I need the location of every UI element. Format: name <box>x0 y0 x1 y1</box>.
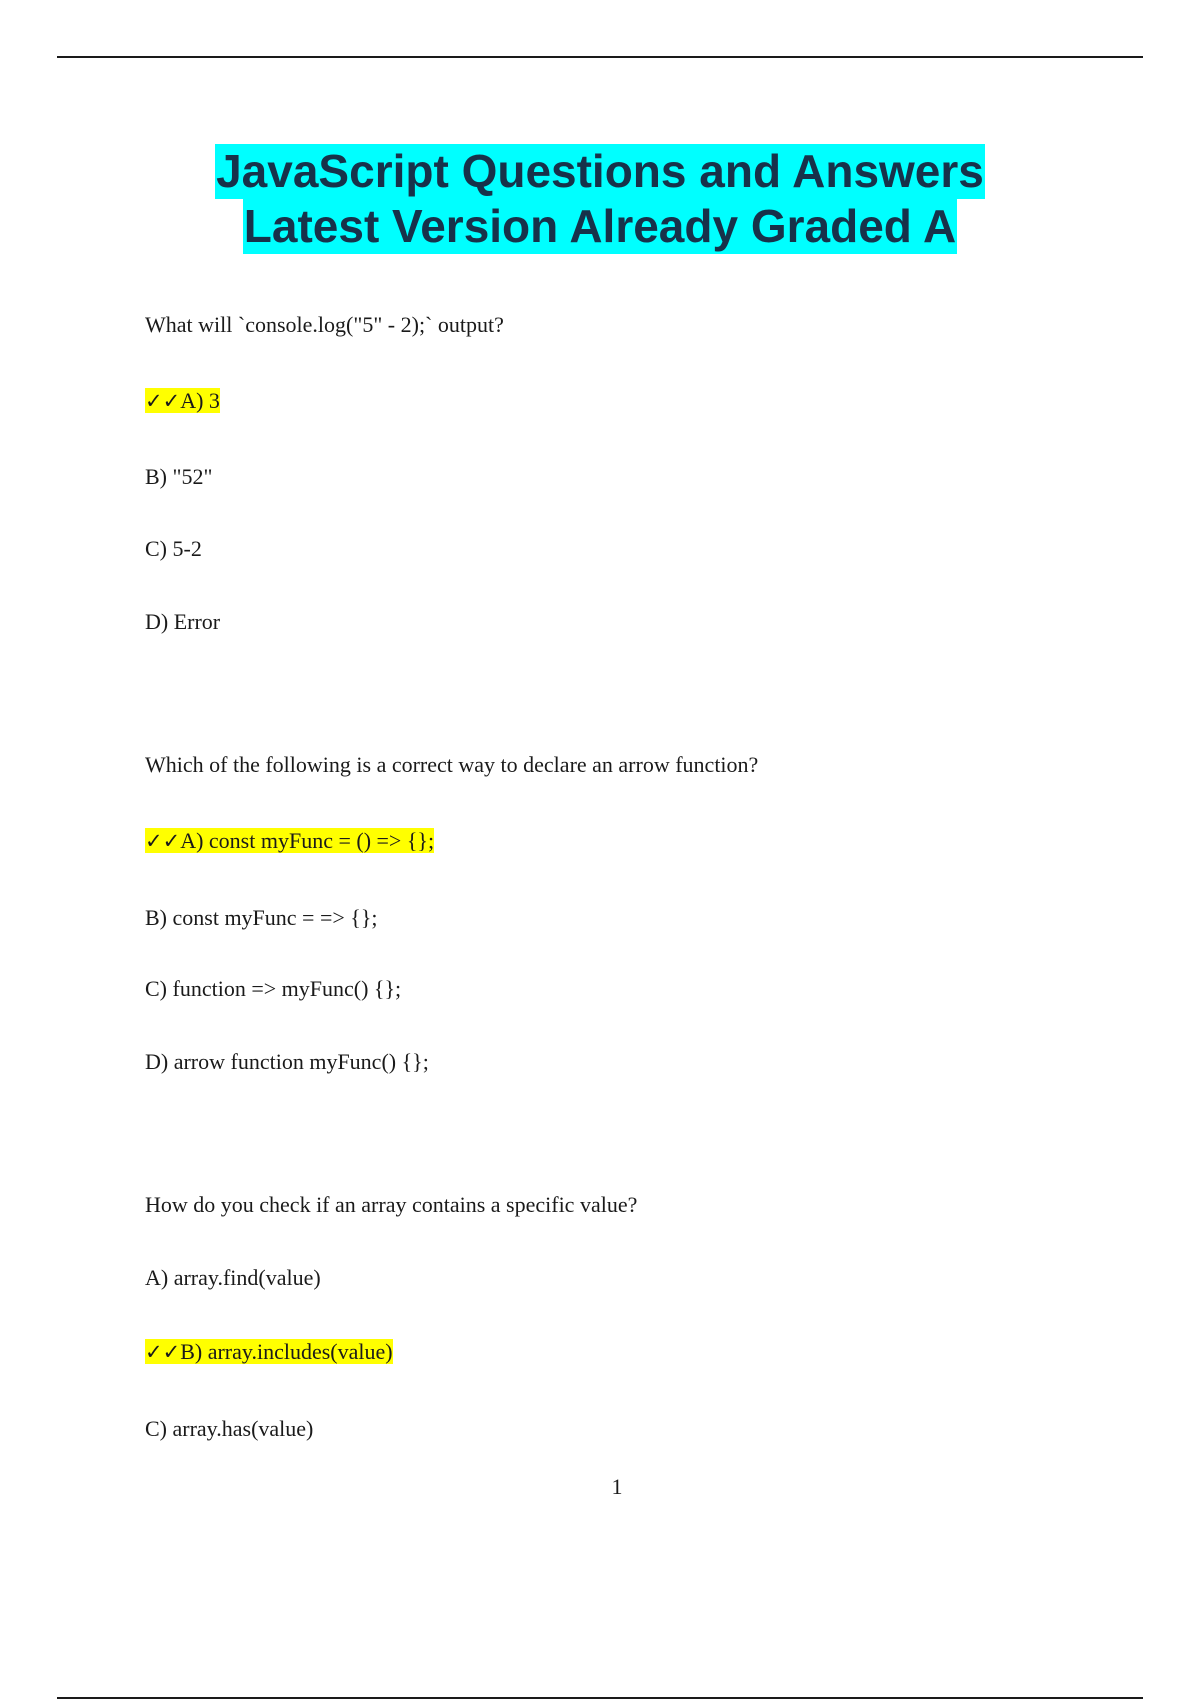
page-number: 1 <box>611 1474 623 1499</box>
answer-label: A) 3 <box>180 388 220 413</box>
answer-option-correct <box>145 386 220 416</box>
answer-option: B) const myFunc = => {}; <box>145 905 378 930</box>
answer-option-correct <box>145 826 434 856</box>
answer-option-correct <box>145 1337 393 1367</box>
question-text: How do you check if an array contains a specific value? <box>145 1192 638 1217</box>
answer-option: C) 5-2 <box>145 536 202 561</box>
double-check-icon: ✓✓ <box>145 1340 181 1364</box>
question-text: What will `console.log("5" - 2);` output? <box>145 312 504 337</box>
answer-option: B) "52" <box>145 464 213 489</box>
answer-option: D) arrow function myFunc() {}; <box>145 1049 429 1074</box>
answer-label: B) array.includes(value) <box>180 1339 393 1364</box>
double-check-icon: ✓✓ <box>145 829 181 853</box>
answer-option: D) Error <box>145 609 221 634</box>
answer-option: C) function => myFunc() {}; <box>145 976 402 1001</box>
title-line-1: JavaScript Questions and Answers <box>216 145 984 197</box>
document-title <box>0 144 1200 254</box>
answer-option: C) array.has(value) <box>145 1416 314 1441</box>
top-rule <box>57 56 1143 58</box>
answer-option: A) array.find(value) <box>145 1265 321 1290</box>
title-line-2: Latest Version Already Graded A <box>243 200 957 252</box>
answer-label: A) const myFunc = () => {}; <box>180 828 435 853</box>
bottom-rule <box>57 1697 1143 1699</box>
question-text: Which of the following is a correct way to declare an arrow function? <box>145 752 759 777</box>
double-check-icon: ✓✓ <box>145 389 181 413</box>
